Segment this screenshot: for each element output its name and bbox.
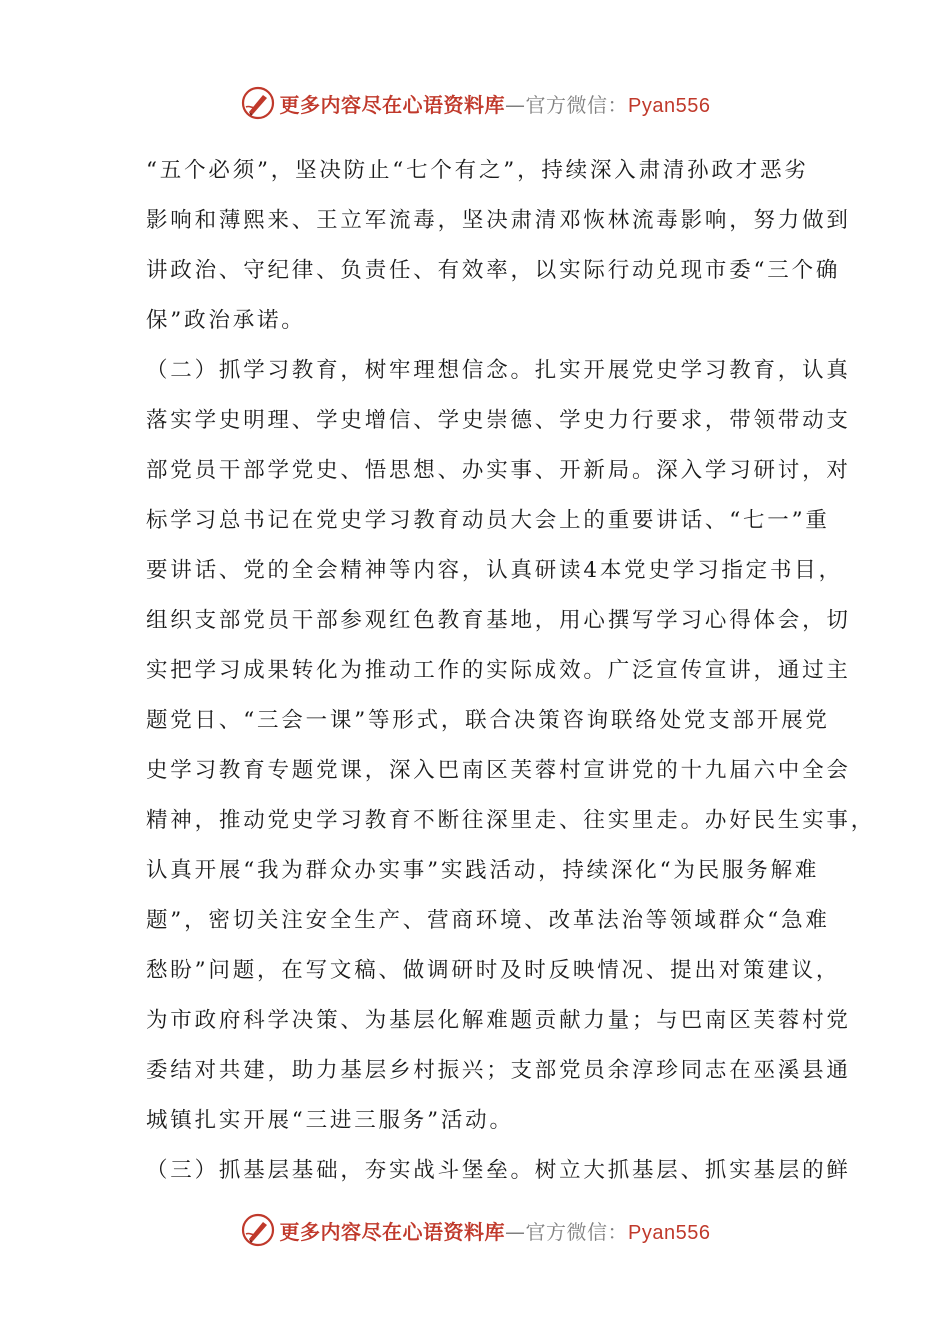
text-line: 愁盼”问题，在写文稿、做调研时及时反映情况、提出对策建议， [146,958,841,983]
text-line: 史学习教育专题党课，深入巴南区芙蓉村宣讲党的十九届六中全会 [146,758,851,783]
header-banner-text [280,89,711,118]
text-line: 标学习总书记在党史学习教育动员大会上的重要讲话、“七一”重 [146,508,830,533]
footer-banner-sub: 官方微信： [525,1219,629,1244]
pen-logo-icon [240,1212,276,1248]
header-wechat-id: Pyan556 [628,94,711,117]
text-line: 题”，密切关注安全生产、营商环境、改革法治等领域群众“急难 [146,908,830,933]
header-banner-main: 更多内容尽在心语资料库 [279,92,506,117]
text-line: 实把学习成果转化为推动工作的实际成效。广泛宣传宣讲，通过主 [146,658,851,683]
text-line: 要讲话、党的全会精神等内容，认真研读4本党史学习指定书目， [146,558,843,583]
text-line: “五个必须”，坚决防止“七个有之”，持续深入肃清孙政才恶劣 [146,158,809,183]
text-line: 城镇扎实开展“三进三服务”活动。 [146,1108,514,1133]
text-line: 保”政治承诺。 [146,308,306,333]
text-line: （二）抓学习教育，树牢理想信念。扎实开展党史学习教育，认真 [146,358,851,383]
text-line: 精神，推动党史学习教育不断往深里走、往实里走。办好民生实事， [146,808,876,833]
text-line: 为市政府科学决策、为基层化解难题贡献力量；与巴南区芙蓉村党 [146,1008,851,1033]
footer-wechat-id: Pyan556 [628,1221,711,1244]
text-line: 题党日、“三会一课”等形式，联合决策咨询联络处党支部开展党 [146,708,830,733]
text-line: 落实学史明理、学史增信、学史崇德、学史力行要求，带领带动支 [146,408,851,433]
footer-banner [0,1208,950,1252]
pen-logo-icon [240,85,276,121]
text-line: 影响和薄熙来、王立军流毒，坚决肃清邓恢林流毒影响，努力做到 [146,208,851,233]
document-body [146,146,876,1196]
text-line: 组织支部党员干部参观红色教育基地，用心撰写学习心得体会，切 [146,608,851,633]
text-line: 讲政治、守纪律、负责任、有效率，以实际行动兑现市委“三个确 [146,258,841,283]
text-line: （三）抓基层基础，夯实战斗堡垒。树立大抓基层、抓实基层的鲜 [146,1158,851,1183]
footer-banner-text [280,1216,711,1245]
text-line: 委结对共建，助力基层乡村振兴；支部党员余淳珍同志在巫溪县通 [146,1058,851,1083]
header-banner-sep: — [505,92,526,117]
header-banner-sub: 官方微信： [525,92,629,117]
footer-banner-sep: — [505,1219,526,1244]
header-banner [0,81,950,125]
text-line: 认真开展“我为群众办实事”实践活动，持续深化“为民服务解难 [146,858,820,883]
footer-banner-main: 更多内容尽在心语资料库 [279,1219,506,1244]
text-line: 部党员干部学党史、悟思想、办实事、开新局。深入学习研讨，对 [146,458,851,483]
